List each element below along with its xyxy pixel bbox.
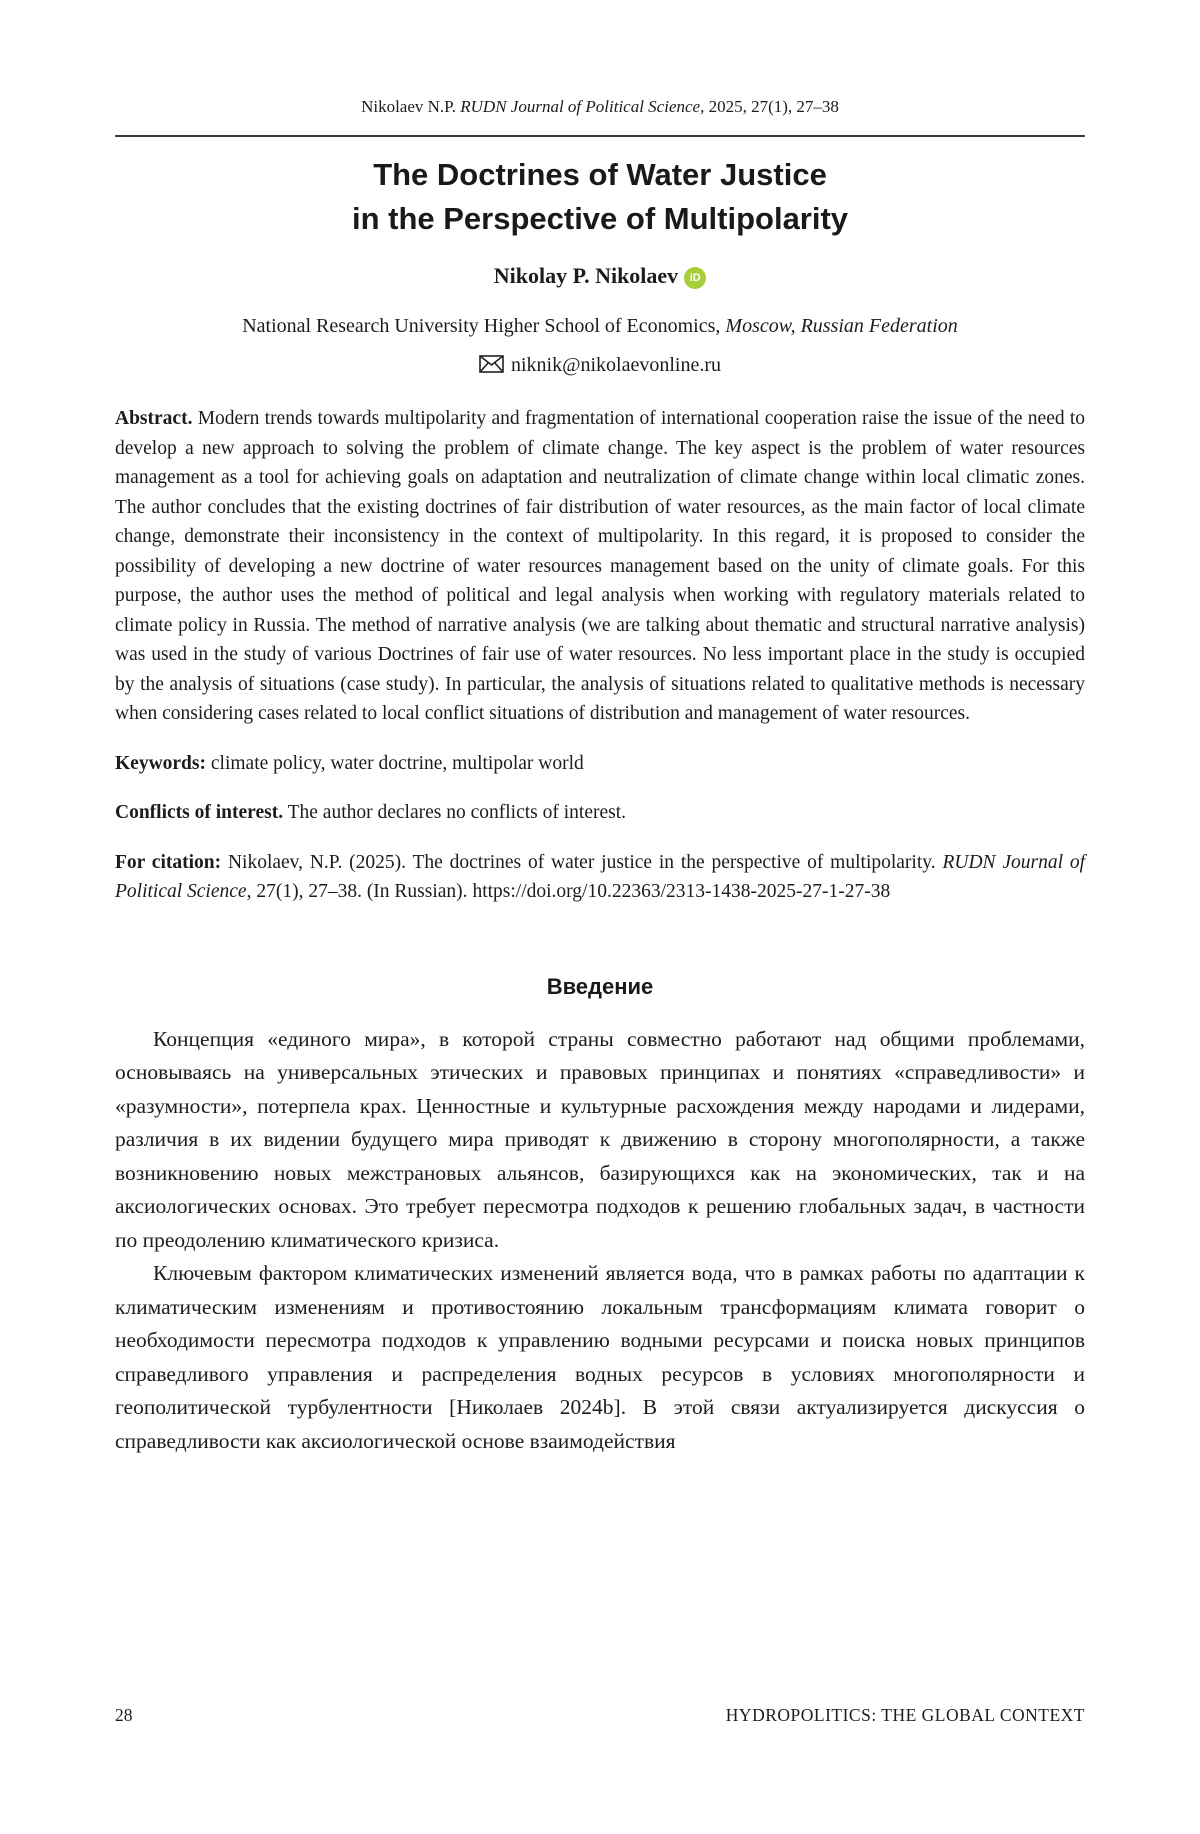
author-line (115, 261, 1085, 291)
running-head-issue: 2025, 27(1), 27–38 (704, 97, 839, 116)
article-title (115, 153, 1085, 241)
author-name: Nikolay P. Nikolaev (493, 263, 679, 288)
affiliation-institution: National Research University Higher School of Economics, (242, 315, 726, 337)
citation-text-before: Nikolaev, N.P. (2025). The doctrines of water justice in the perspective of multipolarity. (227, 851, 943, 873)
article-title-line1: The Doctrines of Water Justice (373, 157, 827, 192)
abstract-paragraph (115, 404, 1085, 729)
envelope-icon (479, 355, 504, 373)
keywords-line (115, 749, 1085, 779)
intro-paragraph-1: Концепция «единого мира», в которой страны совместно работают над общими проблемами, основываясь на универсальных этических и правовых принципах и понятиях «справедливости» и «разумности», потерпела крах. Ценностные и культурные расхождения между народами и лидерами, различия в их видении будущего мира приводят к движению в сторону многополярности, а также возникновению новых межстрановых альянсов, базирующихся как на экономических, так и на аксиологических основах. Это требует пересмотра подходов к решению глобальных задач, в частности по преодолению климатического кризиса. (115, 1026, 1085, 1252)
intro-paragraph-2: Ключевым фактором климатических изменений является вода, что в рамках работы по адаптации к климатическим изменениям и противостоянию локальным трансформациям климата говорит о необходимости пересмотра подходов к управлению водными ресурсами и поиска новых принципов справедливого управления и распределения водных ресурсов в условиях многополярности и геополитической турбулентности [Николаев 2024b]. В этой связи актуализируется дискуссия о справедливости как аксиологической основе взаимодействия (115, 1261, 1085, 1453)
doi-link[interactable]: https://doi.org/10.22363/2313-1438-2025-27-1-27-38 (472, 881, 891, 902)
page-number: 28 (115, 1705, 133, 1725)
section-heading-introduction: Введение (546, 973, 654, 999)
citation-journal: RUDN Journal of Political Science (115, 851, 1086, 902)
citation-paragraph (115, 848, 1085, 907)
keywords-label: Keywords: (115, 752, 206, 774)
orcid-icon[interactable]: iD (684, 267, 706, 289)
citation-label: For citation: (115, 851, 222, 873)
affiliation (115, 313, 1085, 339)
keywords-text: climate policy, water doctrine, multipolar world (210, 752, 584, 774)
footer-running-title: HYDROPOLITICS: THE GLOBAL CONTEXT (725, 1705, 1085, 1725)
header-rule (115, 135, 1085, 137)
email-link[interactable]: niknik@nikolaevonline.ru (510, 354, 722, 376)
email-line (115, 352, 1085, 378)
running-head (115, 96, 1085, 117)
abstract-label: Abstract. (115, 408, 193, 429)
conflicts-line (115, 798, 1085, 828)
abstract-text: Modern trends towards multipolarity and fragmentation of international cooperation raise the issue of the need to develop a new approach to solving the problem of climate change. The key aspect is the problem of water resources management as a tool for achieving goals on adaptation and neutralization of climate change within local climatic zones. The author concludes that the existing doctrines of fair distribution of water resources, as the main factor of local climate change, demonstrate their inconsistency in the context of multipolarity. In this regard, it is proposed to consider the possibility of developing a new doctrine of water resources management based on the unity of climate goals. For this purpose, the author uses the method of political and legal analysis when working with regulatory materials related to climate policy in Russia. The method of narrative analysis (we are talking about thematic and structural narrative analysis) was used in the study of various Doctrines of fair use of water resources. No less important place in the study is occupied by the analysis of situations (case study). In particular, the analysis of situations related to qualitative methods is necessary when considering cases related to local conflict situations of distribution and management of water resources. (115, 408, 1086, 724)
article-title-line2: in the Perspective of Multipolarity (351, 201, 849, 236)
page-footer (115, 1704, 1085, 1726)
citation-text-after: , 27(1), 27–38. (In Russian). (246, 881, 473, 902)
running-head-journal: RUDN Journal of Political Science, (460, 97, 705, 116)
affiliation-location: Moscow, Russian Federation (725, 315, 958, 337)
running-head-author: Nikolaev N.P. (361, 97, 461, 116)
conflicts-label: Conflicts of interest. (115, 802, 284, 823)
conflicts-text: The author declares no conflicts of interest. (287, 802, 627, 823)
